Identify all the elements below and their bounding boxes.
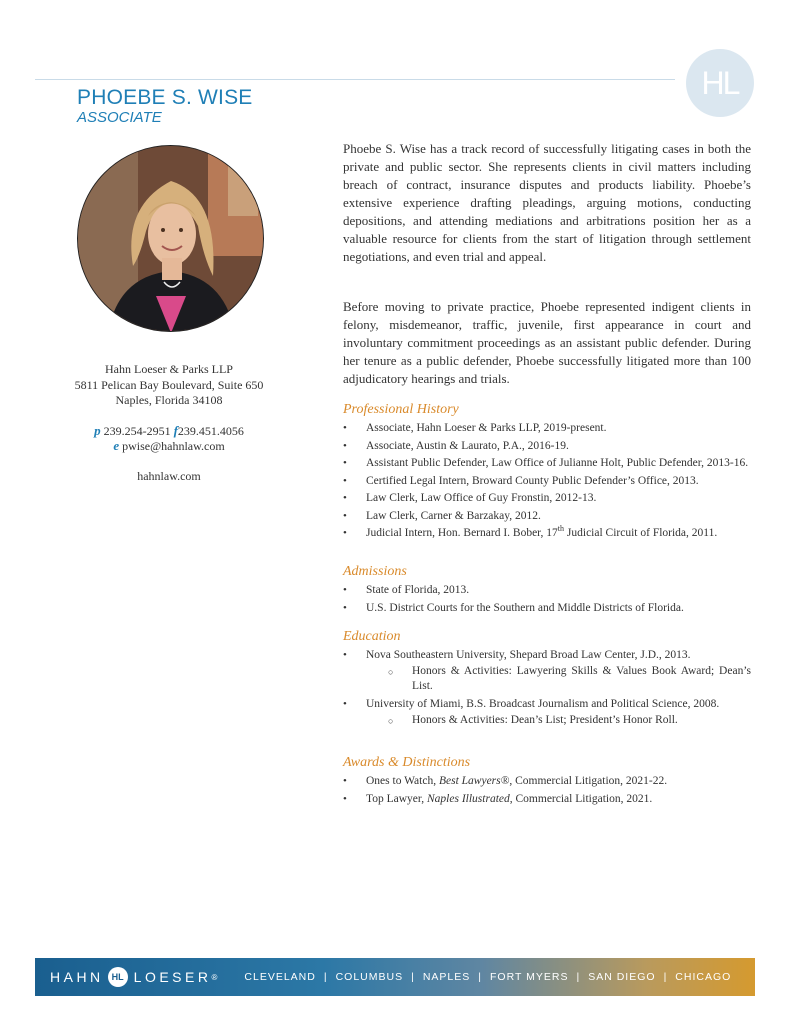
list-item: • Law Clerk, Carner & Barzakay, 2012. — [343, 509, 751, 524]
education-list — [343, 648, 751, 730]
phone-label: p — [94, 423, 101, 438]
header-divider — [35, 79, 675, 80]
admissions-list — [343, 583, 751, 618]
footer-brand-logo: HAHN HL LOESER ® — [50, 969, 218, 985]
portrait-photo — [77, 145, 264, 332]
email-label: e — [113, 438, 120, 453]
list-item: • University of Miami, B.S. Broadcast Journalism and Political Science, 2008. ○ Honors & Activities: Dean’s List; President’s Honor Roll. — [343, 697, 751, 728]
fax-number: 239.451.4056 — [177, 424, 244, 438]
education-heading: Education — [343, 629, 401, 644]
firm-name: Hahn Loeser & Parks LLP — [105, 362, 233, 376]
fax-label: f — [173, 423, 178, 438]
website-link[interactable]: hahnlaw.com — [137, 469, 201, 483]
bio-paragraph-1: Phoebe S. Wise has a track record of successfully litigating cases in both the private and public sector. She represents clients in civil matters including breach of contract, insurance disputes and products liability. Phoebe’s extensive experience drafting pleadings, arguing motions, conducting depositions, and attending mediations and arbitrations position her as a valuable resource for clients from the start of litigation through settlement negotiations, and even trial and appeal. — [343, 141, 751, 264]
list-item: • Ones to Watch, Best Lawyers®, Commercial Litigation, 2021-22. — [343, 774, 751, 789]
list-item: • Certified Legal Intern, Broward County Public Defender’s Office, 2013. — [343, 474, 751, 489]
list-item: • Associate, Hahn Loeser & Parks LLP, 2019-present. — [343, 421, 751, 436]
footer-banner — [35, 958, 755, 996]
list-item: • State of Florida, 2013. — [343, 583, 751, 598]
sub-list-item: ○ Honors & Activities: Lawyering Skills & Values Book Award; Dean’s List. — [366, 664, 751, 694]
professional-history-heading: Professional History — [343, 402, 459, 417]
admissions-heading: Admissions — [343, 564, 407, 579]
phone-fax-line — [50, 423, 288, 439]
email-line — [50, 438, 288, 454]
list-item: • Law Clerk, Law Office of Guy Fronstin, 2012-13. — [343, 491, 751, 506]
hl-badge-icon: HL — [108, 967, 128, 987]
awards-heading: Awards & Distinctions — [343, 755, 471, 770]
city-columbus: COLUMBUS — [335, 971, 404, 983]
city-san-diego: SAN DIEGO — [588, 971, 656, 983]
sub-list-item: ○ Honors & Activities: Dean’s List; President’s Honor Roll. — [366, 713, 751, 728]
city-cleveland: CLEVELAND — [244, 971, 316, 983]
list-item: • Associate, Austin & Laurato, P.A., 2016-19. — [343, 439, 751, 454]
bio-paragraph-2: Before moving to private practice, Phoebe represented indigent clients in felony, misdemeanor, traffic, juvenile, first appearance in court and involuntary commitment proceedings as an assistant public defender. During her tenure as a public defender, Phoebe successfully litigated more than 100 adjudicatory hearings and trials. — [343, 299, 751, 386]
phone-number[interactable]: 239.254-2951 — [103, 424, 171, 438]
professional-history-list — [343, 421, 751, 544]
office-cities: CLEVELAND | COLUMBUS | NAPLES | FORT MYERS | SAN DIEGO | CHICAGO — [244, 971, 732, 983]
list-item: • Judicial Intern, Hon. Bernard I. Bober, 17th Judicial Circuit of Florida, 2011. — [343, 526, 751, 541]
city-chicago: CHICAGO — [675, 971, 732, 983]
address-line-1: 5811 Pelican Bay Boulevard, Suite 650 — [74, 378, 264, 392]
city-naples: NAPLES — [422, 971, 471, 983]
firm-logo: HL — [686, 49, 754, 117]
list-item: • Top Lawyer, Naples Illustrated, Commercial Litigation, 2021. — [343, 792, 751, 807]
list-item: • Assistant Public Defender, Law Office of Julianne Holt, Public Defender, 2013-16. — [343, 456, 751, 471]
list-item: • U.S. District Courts for the Southern and Middle Districts of Florida. — [343, 601, 751, 616]
awards-list — [343, 774, 751, 809]
email-link[interactable]: pwise@hahnlaw.com — [122, 439, 225, 453]
attorney-title: ASSOCIATE — [77, 109, 162, 126]
city-fort-myers: FORT MYERS — [490, 971, 569, 983]
list-item: • Nova Southeastern University, Shepard Broad Law Center, J.D., 2013. ○ Honors & Activities: Lawyering Skills & Values Book Award; Dean’s List. — [343, 648, 751, 694]
attorney-name: PHOEBE S. WISE — [77, 86, 253, 109]
address-line-2: Naples, Florida 34108 — [115, 393, 223, 407]
